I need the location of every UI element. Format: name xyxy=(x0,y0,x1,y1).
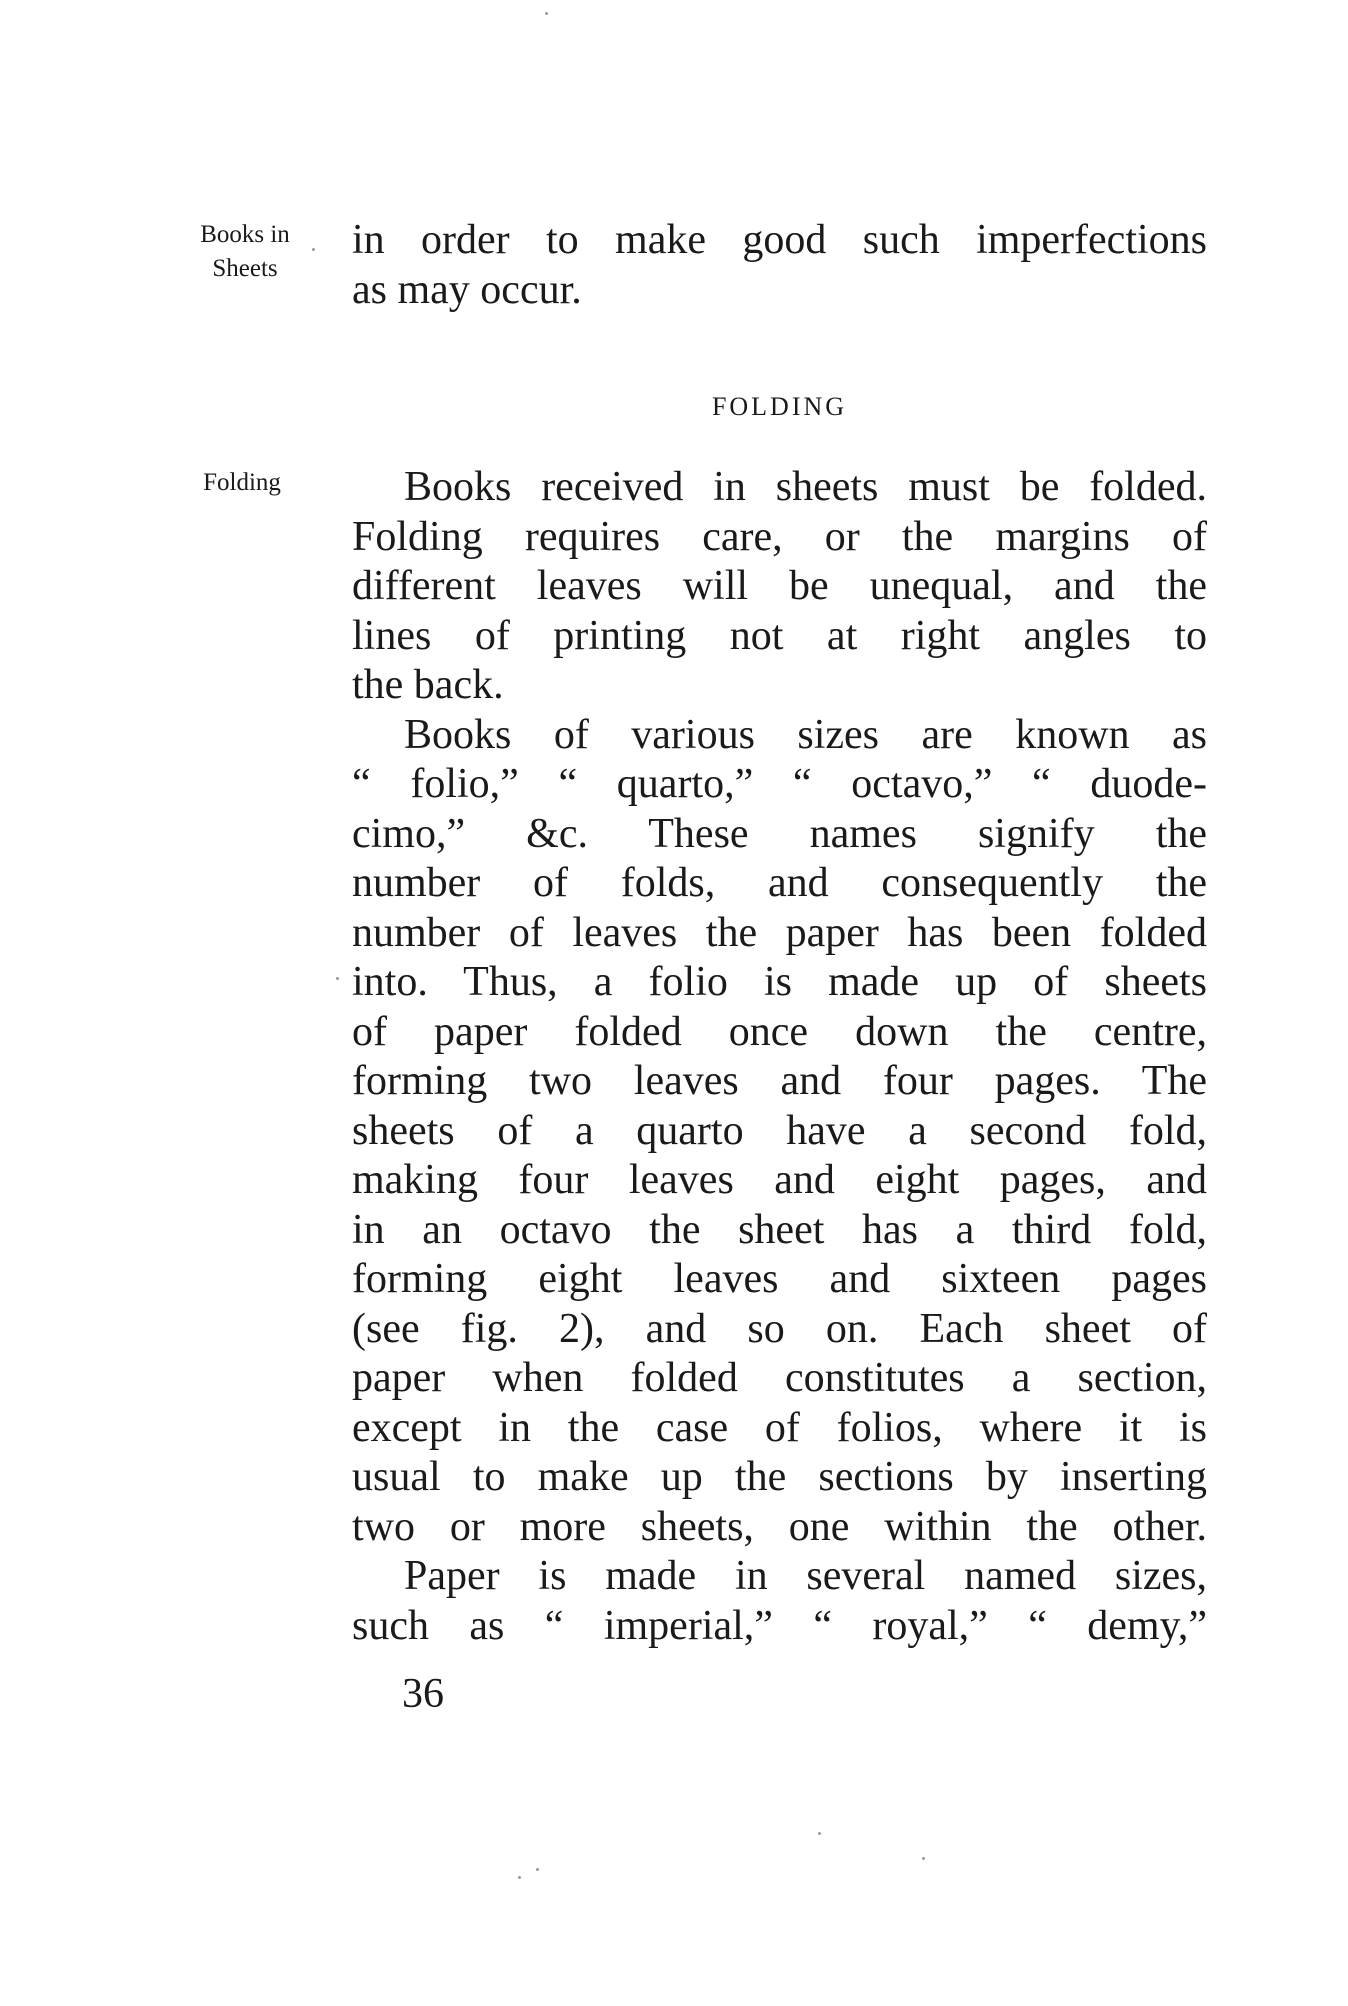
text-line: (see fig. 2), and so on. Each sheet of xyxy=(352,1305,1207,1352)
margin-note-line: Books in xyxy=(200,221,290,248)
text-line: making four leaves and eight pages, and xyxy=(352,1157,1207,1203)
text-line: into. Thus, a folio is made up of sheets xyxy=(352,959,1207,1005)
text-line: in order to make good such imperfections xyxy=(352,217,1207,263)
text-line: Folding requires care, or the margins of xyxy=(352,513,1207,560)
text-line: “ folio,” “ quarto,” “ octavo,” “ duode- xyxy=(352,761,1207,807)
text-line: cimo,” &c. These names signify the xyxy=(352,810,1207,857)
margin-note-line: Sheets xyxy=(212,255,278,282)
text-line: in an octavo the sheet has a third fold, xyxy=(352,1206,1207,1253)
paper-speck xyxy=(922,1857,925,1860)
text-line: paper when folded constitutes a section, xyxy=(352,1355,1207,1401)
paper-speck xyxy=(818,1832,821,1835)
text-line: Paper is made in several named sizes, xyxy=(404,1553,1207,1599)
continuation-paragraph xyxy=(352,216,1207,315)
paper-speck xyxy=(312,248,315,251)
text-line: except in the case of folios, where it is xyxy=(352,1404,1207,1451)
section-heading: FOLDING xyxy=(711,392,848,421)
text-line: the back. xyxy=(352,662,504,708)
page-number: 36 xyxy=(402,1671,444,1717)
text-line: forming eight leaves and sixteen pages xyxy=(352,1256,1207,1302)
text-line: such as “ imperial,” “ royal,” “ demy,” xyxy=(352,1602,1207,1649)
folding-section-body xyxy=(352,463,1207,1651)
text-line: Books received in sheets must be folded. xyxy=(404,464,1207,510)
text-line: Books of various sizes are known as xyxy=(404,711,1207,758)
text-line: two or more sheets, one within the other. xyxy=(352,1503,1207,1550)
margin-note-folding: Folding xyxy=(203,469,281,496)
margin-note-books-in-sheets xyxy=(175,218,315,286)
text-line: usual to make up the sections by inserting xyxy=(352,1454,1207,1500)
text-line: number of folds, and consequently the xyxy=(352,860,1207,906)
text-line: sheets of a quarto have a second fold, xyxy=(352,1107,1207,1154)
text-line: forming two leaves and four pages. The xyxy=(352,1058,1207,1104)
paper-speck xyxy=(545,12,548,15)
text-line: as may occur. xyxy=(352,266,582,313)
text-line: different leaves will be unequal, and the xyxy=(352,563,1207,609)
text-line: number of leaves the paper has been folded xyxy=(352,909,1207,956)
paper-speck xyxy=(336,977,339,980)
text-line: of paper folded once down the centre, xyxy=(352,1008,1207,1055)
paper-speck xyxy=(536,1868,539,1871)
text-line: lines of printing not at right angles to xyxy=(352,612,1207,659)
paper-speck xyxy=(518,1876,521,1879)
